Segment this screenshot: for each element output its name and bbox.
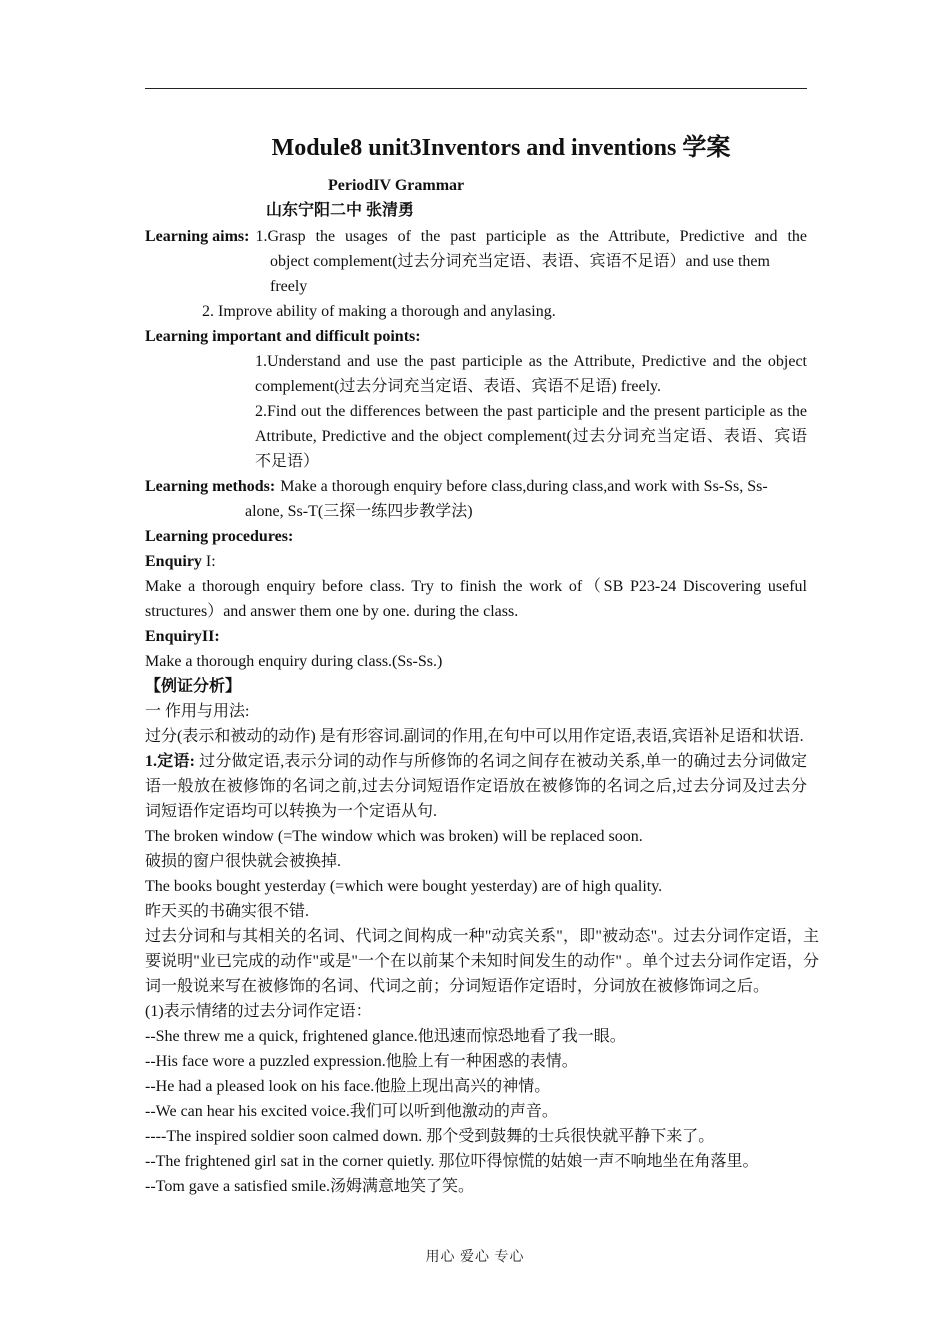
learning-methods-first: Make a thorough enquiry before class,during class,and work with Ss-Ss, Ss-	[280, 478, 768, 495]
header-rule	[145, 88, 807, 89]
explanation-paragraph: 过去分词和与其相关的名词、代词之间构成一种"动宾关系"，即"被动态"。过去分词作定语，主要说明"业已完成的动作"或是"一个在以前某个未知时间发生的动作" 。单个过去分词作定语，分词一般说来写在被修饰的名词、代词之前；分词短语作定语时，分词放在被修饰词之后。	[145, 928, 819, 995]
example-1-chinese: 破损的窗户很快就会被换掉.	[145, 853, 342, 870]
document-subtitle: PeriodIV Grammar	[328, 177, 465, 194]
sub-heading-emotion: (1)表示情绪的过去分词作定语：	[145, 1003, 372, 1020]
example-2-chinese: 昨天买的书确实很不错.	[145, 903, 310, 920]
page-footer: 用心 爱心 专心	[425, 1250, 525, 1265]
points-label: Learning important and difficult points:	[145, 328, 421, 345]
attribute-text: 过分做定语,表示分词的动作与所修饰的名词之间存在被动关系,单一的确过去分词做定语一般放在被修饰的名词之前,过去分词短语作定语放在被修饰的名词之后,过去分词及过去分词短语作定语均可以转换为一个定语从句.	[145, 753, 807, 820]
enquiry-1-label: Enquiry	[145, 553, 202, 570]
example-sentence: --He had a pleased look on his face.他脸上现出高兴的神情。	[145, 1078, 551, 1095]
example-2-english: The books bought yesterday (=which were bought yesterday) are of high quality.	[145, 878, 663, 895]
learning-methods	[145, 474, 807, 499]
analysis-heading: 【例证分析】	[145, 678, 242, 695]
learning-aim-2: 2. Improve ability of making a thorough and anylasing.	[202, 303, 556, 320]
example-sentence: ----The inspired soldier soon calmed down. 那个受到鼓舞的士兵很快就平静下来了。	[145, 1128, 715, 1145]
enquiry-1-heading	[145, 549, 807, 574]
example-sentence: --We can hear his excited voice.我们可以听到他激动的声音。	[145, 1103, 558, 1120]
enquiry-1-text: Make a thorough enquiry before class. Try to finish the work of（SB P23-24 Discovering useful structures）and answer them one by one. during the class.	[145, 578, 807, 620]
learning-methods-rest: alone, Ss-T(三探一练四步教学法)	[245, 503, 473, 520]
learning-aims-label: Learning aims:	[145, 228, 250, 245]
example-sentence: --Tom gave a satisfied smile.汤姆满意地笑了笑。	[145, 1178, 475, 1195]
enquiry-1-suffix: I:	[201, 553, 216, 570]
example-sentence: --She threw me a quick, frightened glance.他迅速而惊恐地看了我一眼。	[145, 1028, 626, 1045]
example-1-english: The broken window (=The window which was broken) will be replaced soon.	[145, 828, 643, 845]
learning-aims	[145, 224, 807, 249]
attribute-paragraph	[145, 749, 807, 824]
learning-aim-1-rest: object complement(过去分词充当定语、表语、宾语不足语）and use them freely	[270, 253, 770, 295]
usage-heading: 一 作用与用法:	[145, 703, 250, 720]
point-2: 2.Find out the differences between the past participle and the present participle as the Attribute, Predictive and the object complement(过去分词充当定语、表语、宾语不足语）	[255, 403, 807, 470]
example-sentence: --His face wore a puzzled expression.他脸上有一种困惑的表情。	[145, 1053, 578, 1070]
learning-methods-label: Learning methods:	[145, 478, 276, 495]
point-1: 1.Understand and use the past participle as the Attribute, Predictive and the object complement(过去分词充当定语、表语、宾语不足语) freely.	[255, 353, 807, 395]
enquiry-2-text: Make a thorough enquiry during class.(Ss-Ss.)	[145, 653, 443, 670]
example-sentence: --The frightened girl sat in the corner quietly. 那位吓得惊慌的姑娘一声不响地坐在角落里。	[145, 1153, 759, 1170]
enquiry-2-label: EnquiryII:	[145, 628, 220, 645]
procedures-label: Learning procedures:	[145, 528, 294, 545]
document-body	[145, 224, 819, 1199]
attribute-label: 1.定语:	[145, 753, 195, 770]
document-author: 山东宁阳二中 张清勇	[266, 202, 415, 219]
learning-aim-1-first: 1.Grasp the usages of the past participle as the Attribute, Predictive and the	[255, 228, 807, 245]
document-title: Module8 unit3Inventors and inventions 学案	[271, 135, 731, 161]
usage-text: 过分(表示和被动的动作) 是有形容词.副词的作用,在句中可以用作定语,表语,宾语补足语和状语.	[145, 728, 804, 745]
